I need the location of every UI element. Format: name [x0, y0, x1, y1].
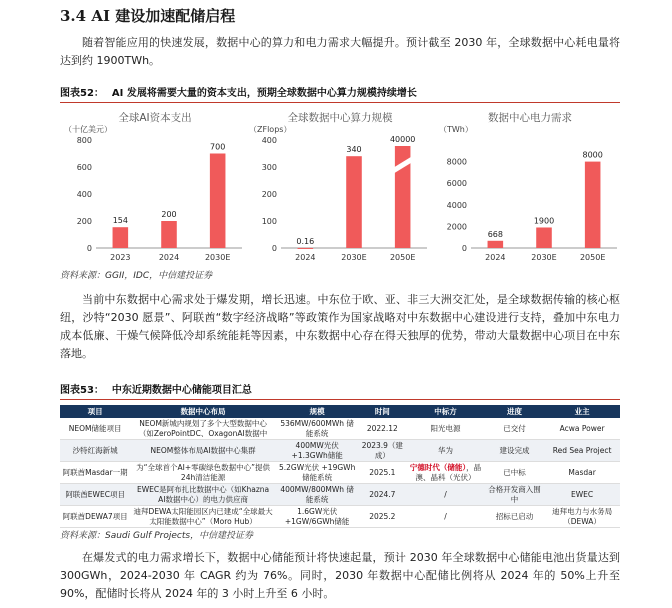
bar: [488, 241, 504, 248]
table-cell: /: [406, 484, 485, 506]
table-row: [60, 462, 620, 484]
x-tick-label: 2050E: [389, 253, 416, 262]
table-header-cell: 项目: [60, 405, 130, 418]
data-label: 40000: [389, 135, 416, 144]
y-tick-label: 200: [261, 190, 277, 199]
chart-title: 全球数据中心算力规模: [287, 112, 393, 124]
figure-53-caption: 中东近期数据中心储能项目汇总: [111, 385, 252, 396]
data-label: 668: [487, 229, 503, 239]
x-tick-label: 2024: [158, 253, 180, 262]
y-tick-label: 600: [76, 163, 92, 172]
x-tick-label: 2050E: [579, 253, 606, 262]
table-cell: 400MW/800MWh 储能系统: [276, 484, 359, 506]
chart-title: 全球AI资本支出: [118, 112, 192, 124]
table-cell: /: [406, 506, 485, 528]
table-cell: 2022.12: [358, 418, 406, 440]
chart-svg: [435, 106, 625, 266]
x-tick-label: 2030E: [341, 253, 367, 262]
table-body: [60, 418, 620, 528]
table-cell: 2023.9（建成）: [358, 440, 406, 462]
bar: [113, 227, 129, 248]
y-tick-label: 400: [76, 190, 92, 199]
figure-52-label: 图表52：: [60, 88, 104, 99]
chart-svg: [245, 106, 435, 266]
table-row: [60, 484, 620, 506]
chart-unit: （TWh）: [439, 125, 473, 134]
table-cell: 迪拜电力与水务局（DEWA）: [544, 506, 620, 528]
figure-53-title: [60, 381, 620, 400]
chart-svg: [60, 106, 250, 266]
table-row: [60, 418, 620, 440]
conclusion-paragraph: 在爆发式的电力需求增长下，数据中心储能预计将快速起量，预计 2030 年全球数据中心储能电池出货量达到 300GWh，2024-2030 年 CAGR 约为 76%。同时，2030 年数据中心配储比例将从 2024 年的 50%上升至 90%，配储时长将从 2024 年的 3 小时上升至 6 小时。: [60, 551, 620, 600]
y-tick-label: 8000: [446, 157, 467, 167]
table-cell: 为“全球首个AI+零碳绿色数据中心”提供24h清洁能源: [130, 462, 276, 484]
table-cell: 5.2GW光伏 +19GWh储能系统: [276, 462, 359, 484]
table-cell: 2025.2: [358, 506, 406, 528]
y-tick-label: 200: [76, 217, 92, 226]
chart-unit: （ZFlops）: [249, 125, 292, 134]
table-cell: 合格开发商入围中: [485, 484, 544, 506]
table-cell: 阿联酋EWEC项目: [60, 484, 130, 506]
bar: [536, 227, 552, 248]
table-cell: EWEC: [544, 484, 620, 506]
x-tick-label: 2024: [485, 253, 506, 262]
y-tick-label: 4000: [446, 200, 467, 210]
bar: [298, 248, 314, 249]
table-cell: 阿联酋Masdar一期: [60, 462, 130, 484]
table-cell: 宁德时代（储能），晶澳、晶科（光伏）: [406, 462, 485, 484]
y-tick-label: 100: [261, 217, 277, 226]
table-cell: NEOM新城内规划了多个大型数据中心（如ZeroPointDC、OxagonAI数据中: [130, 418, 276, 440]
table-row: [60, 506, 620, 528]
intro-paragraph: 随着智能应用的快速发展，数据中心的算力和电力需求大幅提升。预计截至 2030 年，全球数据中心耗电量将达到约 1900TWh。: [60, 36, 620, 67]
x-tick-label: 2023: [110, 253, 131, 262]
figure-53-label: 图表53：: [60, 385, 104, 396]
x-tick-label: 2030E: [204, 253, 231, 262]
figure-52-source: 资料来源：GGII，IDC，中信建投证券: [60, 271, 213, 281]
bar: [210, 154, 226, 249]
table-header-cell: 时间: [358, 405, 406, 418]
data-label: 1900: [533, 216, 555, 226]
y-tick-label: 0: [271, 244, 277, 253]
table-header-cell: 数据中心布局: [130, 405, 276, 418]
chart-title: 数据中心电力需求: [488, 112, 572, 124]
y-tick-label: 300: [261, 163, 277, 172]
y-tick-label: 2000: [446, 222, 467, 232]
middle-east-paragraph: 当前中东数据中心需求处于爆发期，增长迅速。中东位于欧、亚、非三大洲交汇处，是全球数据传输的核心枢纽，沙特“2030 愿景”、阿联酋“数字经济战略”等政策作为国家战略对中东数据中心建设进行支持，叠加中东电力成本低廉、干燥气候降低冷却系统能耗等因素，中东数据中心存在得天独厚的优势，带动大量数据中心项目在中东落地。: [60, 293, 620, 360]
table-cell: 2025.1: [358, 462, 406, 484]
table-cell: 1.6GW光伏 +1GW/6GWh储能: [276, 506, 359, 528]
figure-52-caption: AI 发展将需要大量的资本支出，预期全球数据中心算力规模持续增长: [111, 88, 417, 99]
data-label: 8000: [582, 150, 603, 160]
figure-52-title: [60, 84, 620, 103]
bar: [161, 221, 177, 248]
x-tick-label: 2024: [295, 253, 316, 262]
chart-compute-scale: [245, 106, 435, 266]
table-cell: 阿联酋DEWA7项目: [60, 506, 130, 528]
projects-table: [60, 405, 620, 528]
table-cell: NEOM整体布局AI数据中心集群: [130, 440, 276, 462]
data-label: 340: [346, 145, 362, 155]
chart-ai-capex: [60, 106, 250, 266]
data-label: 154: [112, 216, 128, 226]
table-cell: 建设完成: [485, 440, 544, 462]
table-cell: EWEC是阿布扎比数据中心（如Khazna AI数据中心）的电力供应商: [130, 484, 276, 506]
table-cell: Masdar: [544, 462, 620, 484]
table-header-cell: 规模: [276, 405, 359, 418]
table-cell: 400MW光伏 +1.3GWh储能: [276, 440, 359, 462]
x-tick-label: 2030E: [531, 253, 557, 262]
data-label: 700: [210, 142, 226, 152]
y-tick-label: 0: [461, 244, 467, 253]
table-cell: Acwa Power: [544, 418, 620, 440]
table-header-cell: 业主: [544, 405, 620, 418]
chart-unit: （十亿美元）: [64, 125, 112, 134]
table-header-row: [60, 405, 620, 418]
table-cell: 华为: [406, 440, 485, 462]
table-cell: 招标已启动: [485, 506, 544, 528]
highlight-winner: 宁德时代（储能）: [409, 462, 467, 472]
table-cell: 迪拜DEWA太阳能园区内已建成“全球最大太阳能数据中心”（Moro Hub）: [130, 506, 276, 528]
y-tick-label: 400: [261, 136, 277, 145]
table-cell: 536MW/600MWh 储能系统: [276, 418, 359, 440]
table-cell: 沙特红海新城: [60, 440, 130, 462]
bar: [346, 156, 362, 248]
table-header-cell: 中标方: [406, 405, 485, 418]
data-label: 200: [161, 210, 177, 219]
y-tick-label: 6000: [446, 179, 467, 189]
figure-53-source: 资料来源：Saudi Gulf Projects，中信建投证券: [60, 531, 254, 541]
table-cell: Red Sea Project: [544, 440, 620, 462]
table-header-cell: 进度: [485, 405, 544, 418]
table-cell: 已中标: [485, 462, 544, 484]
data-label: 0.16: [296, 236, 315, 246]
table-cell: 阳光电源: [406, 418, 485, 440]
chart-power-demand: [435, 106, 625, 266]
y-tick-label: 0: [86, 244, 92, 253]
y-tick-label: 800: [76, 136, 92, 145]
bar: [585, 162, 601, 248]
table-row: [60, 440, 620, 462]
section-heading: 3.4 AI 建设加速配储启程: [60, 7, 236, 25]
table-cell: NEOM储能项目: [60, 418, 130, 440]
table-cell: 2024.7: [358, 484, 406, 506]
table-cell: 已交付: [485, 418, 544, 440]
